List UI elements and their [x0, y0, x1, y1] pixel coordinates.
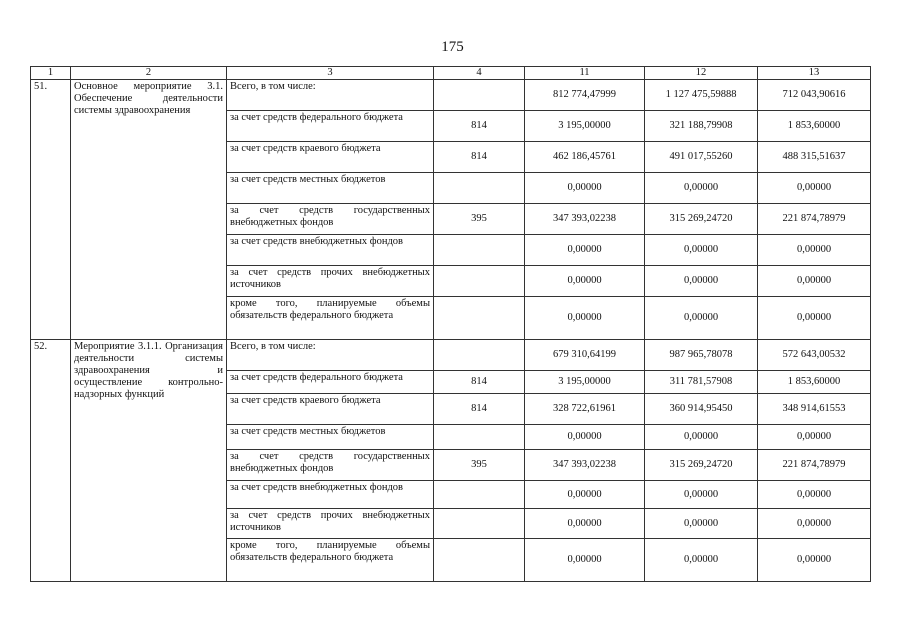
row-index: 51.	[31, 80, 71, 340]
value-col-11: 0,00000	[525, 509, 645, 539]
value-col-12: 0,00000	[645, 235, 758, 266]
header-cell: 3	[227, 67, 434, 80]
value-col-11: 812 774,47999	[525, 80, 645, 111]
budget-code: 814	[434, 394, 525, 425]
value-col-11: 0,00000	[525, 173, 645, 204]
value-col-12: 0,00000	[645, 539, 758, 582]
value-col-13: 0,00000	[758, 173, 871, 204]
funding-source: за счет средств прочих внебюджетных источников	[227, 266, 434, 297]
budget-code	[434, 425, 525, 450]
budget-code	[434, 235, 525, 266]
funding-source: за счет средств местных бюджетов	[227, 173, 434, 204]
value-col-11: 0,00000	[525, 481, 645, 509]
value-col-12: 0,00000	[645, 481, 758, 509]
value-col-13: 348 914,61553	[758, 394, 871, 425]
funding-source: за счет средств краевого бюджета	[227, 142, 434, 173]
value-col-13: 0,00000	[758, 509, 871, 539]
value-col-13: 1 853,60000	[758, 111, 871, 142]
value-col-13: 221 874,78979	[758, 450, 871, 481]
budget-code: 814	[434, 142, 525, 173]
budget-code: 395	[434, 204, 525, 235]
value-col-13: 0,00000	[758, 425, 871, 450]
value-col-11: 0,00000	[525, 235, 645, 266]
value-col-13: 0,00000	[758, 297, 871, 340]
funding-source: за счет средств федерального бюджета	[227, 371, 434, 394]
header-cell: 12	[645, 67, 758, 80]
value-col-11: 679 310,64199	[525, 340, 645, 371]
value-col-12: 315 269,24720	[645, 204, 758, 235]
value-col-12: 0,00000	[645, 297, 758, 340]
header-cell: 13	[758, 67, 871, 80]
value-col-11: 3 195,00000	[525, 111, 645, 142]
funding-source: за счет средств федерального бюджета	[227, 111, 434, 142]
value-col-12: 360 914,95450	[645, 394, 758, 425]
budget-code	[434, 173, 525, 204]
value-col-12: 1 127 475,59888	[645, 80, 758, 111]
funding-source: за счет средств краевого бюджета	[227, 394, 434, 425]
value-col-13: 0,00000	[758, 266, 871, 297]
value-col-13: 1 853,60000	[758, 371, 871, 394]
value-col-11: 328 722,61961	[525, 394, 645, 425]
value-col-11: 3 195,00000	[525, 371, 645, 394]
value-col-13: 572 643,00532	[758, 340, 871, 371]
value-col-13: 0,00000	[758, 539, 871, 582]
funding-source: за счет средств внебюджетных фондов	[227, 235, 434, 266]
funding-source: за счет средств местных бюджетов	[227, 425, 434, 450]
value-col-11: 0,00000	[525, 297, 645, 340]
funding-source: кроме того, планируемые объемы обязательств федерального бюджета	[227, 539, 434, 582]
budget-code	[434, 297, 525, 340]
table-header-row	[31, 67, 871, 80]
budget-code: 814	[434, 371, 525, 394]
event-name: Основное мероприятие 3.1. Обеспечение деятельности системы здравоохранения	[71, 80, 227, 340]
budget-code	[434, 266, 525, 297]
header-cell: 11	[525, 67, 645, 80]
funding-source: Всего, в том числе:	[227, 80, 434, 111]
value-col-13: 0,00000	[758, 235, 871, 266]
value-col-12: 0,00000	[645, 266, 758, 297]
value-col-11: 0,00000	[525, 539, 645, 582]
funding-source: за счет средств государственных внебюджетных фондов	[227, 450, 434, 481]
value-col-13: 0,00000	[758, 481, 871, 509]
value-col-12: 0,00000	[645, 425, 758, 450]
value-col-13: 712 043,90616	[758, 80, 871, 111]
budget-code	[434, 509, 525, 539]
value-col-12: 0,00000	[645, 173, 758, 204]
table-row	[31, 80, 871, 111]
value-col-12: 491 017,55260	[645, 142, 758, 173]
funding-source: кроме того, планируемые объемы обязательств федерального бюджета	[227, 297, 434, 340]
value-col-11: 347 393,02238	[525, 204, 645, 235]
budget-code	[434, 340, 525, 371]
budget-code: 395	[434, 450, 525, 481]
value-col-12: 0,00000	[645, 509, 758, 539]
value-col-12: 311 781,57908	[645, 371, 758, 394]
budget-code	[434, 481, 525, 509]
value-col-11: 0,00000	[525, 266, 645, 297]
funding-source: за счет средств внебюджетных фондов	[227, 481, 434, 509]
funding-source: за счет средств прочих внебюджетных источников	[227, 509, 434, 539]
table-row	[31, 340, 871, 371]
header-cell: 4	[434, 67, 525, 80]
budget-code	[434, 539, 525, 582]
value-col-12: 315 269,24720	[645, 450, 758, 481]
row-index: 52.	[31, 340, 71, 582]
funding-source: Всего, в том числе:	[227, 340, 434, 371]
value-col-12: 987 965,78078	[645, 340, 758, 371]
value-col-13: 488 315,51637	[758, 142, 871, 173]
event-name: Мероприятие 3.1.1. Организация деятельности системы здравоохранения и осуществление контрольно-надзорных функций	[71, 340, 227, 582]
value-col-11: 347 393,02238	[525, 450, 645, 481]
budget-code	[434, 80, 525, 111]
value-col-13: 221 874,78979	[758, 204, 871, 235]
funding-source: за счет средств государственных внебюджетных фондов	[227, 204, 434, 235]
budget-table	[30, 66, 871, 582]
header-cell: 1	[31, 67, 71, 80]
value-col-11: 0,00000	[525, 425, 645, 450]
budget-code: 814	[434, 111, 525, 142]
header-cell: 2	[71, 67, 227, 80]
value-col-12: 321 188,79908	[645, 111, 758, 142]
page-number: 175	[441, 39, 464, 55]
value-col-11: 462 186,45761	[525, 142, 645, 173]
